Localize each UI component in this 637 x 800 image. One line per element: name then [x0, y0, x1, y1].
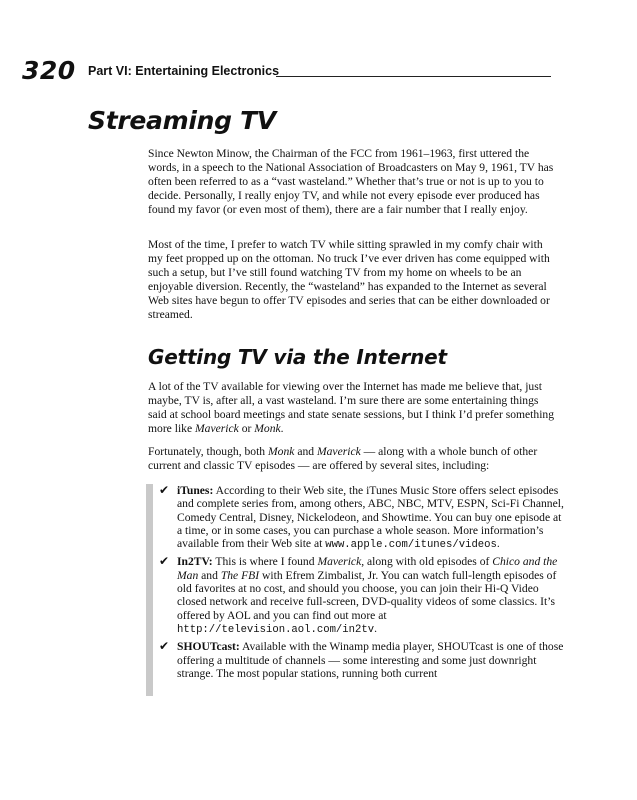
bullet-term: iTunes: [177, 484, 214, 497]
text-run: Fortunately, though, both [148, 445, 269, 458]
text-run: or [238, 421, 255, 435]
section-title-streaming-tv: Streaming TV [88, 106, 276, 135]
list-item-shoutcast [159, 640, 565, 680]
bullet-text: Available with the Winamp media player, SHOUTcast is one of those offering a multitude of channels — some interesting and some just downright strange. The most popular stations, running both current [177, 640, 564, 680]
list-item-itunes [159, 484, 565, 552]
show-title: The FBI [220, 568, 260, 582]
bullet-text: with Efrem Zimbalist, Jr. You can watch full-length episodes of old favorites at no cost, and should you choose, you can join their Hi-Q Video closed network and receive full-screen, DVD-quality videos of some classics. It’s offered by AOL and you can find out more at [177, 568, 557, 622]
bullet-term: In2TV: [177, 555, 213, 569]
bullet-text: and [198, 568, 221, 582]
bullet-text: along with old episodes of [364, 555, 493, 569]
checkmark-icon: ✔ [159, 639, 170, 654]
text-run: and [294, 445, 317, 458]
show-title: Maverick, [317, 555, 365, 569]
itunes-url: www.apple.com/itunes/videos [325, 539, 497, 552]
show-title-maverick: Maverick [195, 421, 239, 435]
bullet-text: According to their Web site, the iTunes Music Store offers select episodes and complete series from, among others, ABC, NBC, MTV, ESPN, Sci-Fi Channel, Comedy Central, Disney, Nickelodeon, and Showtime. You can buy one episode at a time, or in some cases, you can purchase a whole season. More information’s available from their Web site at [177, 484, 564, 551]
bullet-text: This is where I found [212, 555, 318, 569]
paragraph-wasteland: Most of the time, I prefer to watch TV while sitting sprawled in my comfy chair with my feet propped up on the ottoman. No truck I’ve ever driven has come equipped with such a setup, but I’ve still found watching TV from my home on wheels to be an enjoyable diversion. Recently, the “wasteland” has expanded to the Internet as several Web sites have begun to offer TV episodes and series that can be either downloaded or streamed. [148, 238, 550, 321]
text-run: A lot of the TV available for viewing over the Internet has made me believe that, just maybe, TV is, after all, a vast wasteland. I’m sure there are some entertaining things said at school board meetings and state senate sessions, but I think I’d prefer something more like [148, 380, 555, 435]
text-run: . [280, 421, 284, 435]
in2tv-url: http://television.aol.com/in2tv [177, 623, 375, 636]
section-title-getting-tv: Getting TV via the Internet [148, 345, 447, 369]
paragraph-vast-wasteland [148, 380, 558, 436]
show-title: Chico and the Man [177, 555, 558, 582]
show-title-monk: Monk [268, 445, 295, 458]
bullet-term: SHOUTcast: [177, 640, 240, 654]
checkmark-icon: ✔ [159, 554, 170, 569]
sites-bullet-list [146, 484, 565, 696]
text-run: — along with a whole bunch of other current and classic TV episodes — are offered by several sites, including: [148, 445, 538, 472]
checkmark-icon: ✔ [159, 484, 170, 497]
running-head: Part VI: Entertaining Electronics [88, 64, 280, 78]
bullet-text: . [374, 621, 377, 635]
paragraph-offered-sites [148, 445, 558, 473]
bullet-text: . [496, 537, 500, 551]
show-title-monk: Monk [254, 421, 281, 435]
paragraph-intro: Since Newton Minow, the Chairman of the FCC from 1961–1963, first uttered the words, in a speech to the National Association of Broadcasters on May 9, 1961, TV has often been referred to as a “vast wasteland.” Whether that’s true or not is up to you to decide. Personally, I really enjoy TV, and while not every episode ever produced has found my favor (or even most of them), there are a fair number that I really enjoy. [148, 147, 554, 216]
page-number: 320 [22, 56, 76, 85]
list-item-in2tv [159, 555, 565, 637]
header-rule [276, 76, 551, 77]
show-title-maverick: Maverick [316, 445, 361, 458]
